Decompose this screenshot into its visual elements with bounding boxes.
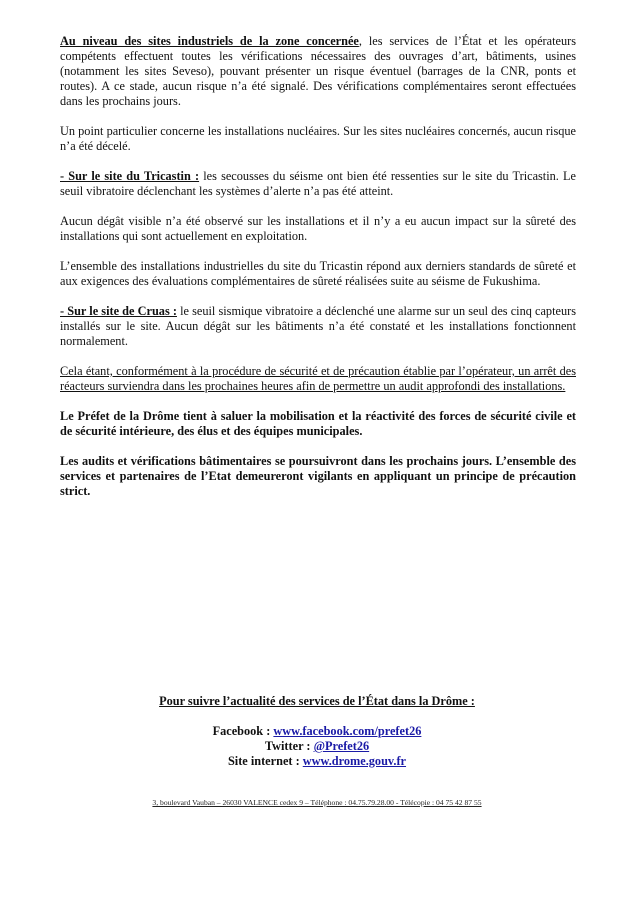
facebook-link[interactable]: www.facebook.com/prefet26: [273, 724, 422, 738]
facebook-label: Facebook :: [212, 724, 274, 738]
tricastin-heading: - Sur le site du Tricastin :: [60, 169, 200, 183]
paragraph-tricastin-standards: L’ensemble des installations industrielles du site du Tricastin répond aux derniers standards de sûreté et aux exigences des évaluations complémentaires de sûreté réalisées suite au séisme de Fukushima.: [60, 259, 576, 288]
follow-title: Pour suivre l’actualité des services de l’État dans la Drôme :: [159, 694, 475, 708]
facebook-line: [0, 724, 634, 739]
twitter-link[interactable]: @Prefet26: [313, 739, 370, 753]
contact-links: [0, 724, 634, 769]
paragraph-audits: Les audits et vérifications bâtimentaires se poursuivront dans les prochains jours. L’ensemble des services et partenaires de l’Etat demeureront vigilants en appliquant un principe de précaution strict.: [60, 454, 576, 498]
paragraph-cruas: [60, 304, 576, 349]
industrial-sites-text: , les services de l’État et les opérateurs compétents effectuent toutes les vérifications nécessaires des ouvrages d’art, bâtiments, usines (notamment les sites Seveso), pouvant présenter un risque éventuel (barrages de la CNR, ponts et routes). A ce stade, aucun risque n’a été signalé. Des vérifications complémentaires seront effectuées dans les prochains jours.: [60, 34, 576, 108]
postal-address: 3, boulevard Vauban – 26030 VALENCE cedex 9 – Téléphone : 04.75.79.28.00 - Télécopie : 04 75 42 87 55: [152, 798, 482, 807]
cruas-text: le seuil sismique vibratoire a déclenché une alarme sur un seul des cinq capteurs installés sur le site. Aucun dégât sur les bâtiments n’a été constaté et les installations fonctionnent normalement.: [60, 304, 576, 348]
website-label: Site internet :: [227, 754, 303, 768]
website-line: [0, 754, 634, 769]
paragraph-reactor-shutdown: Cela étant, conformément à la procédure de sécurité et de précaution établie par l’opérateur, un arrêt des réacteurs surviendra dans les prochaines heures afin de permettre un audit approfondi des installations.: [60, 364, 576, 393]
paragraph-no-damage: Aucun dégât visible n’a été observé sur les installations et il n’y a eu aucun impact sur la sûreté des installations qui sont actuellement en exploitation.: [60, 214, 576, 243]
tricastin-text: les secousses du séisme ont bien été ressenties sur le site du Tricastin. Le seuil vibratoire déclenchant les systèmes d’alerte n’a pas été atteint.: [60, 169, 576, 198]
paragraph-prefect-thanks: Le Préfet de la Drôme tient à saluer la mobilisation et la réactivité des forces de sécurité civile et de sécurité intérieure, des élus et des équipes municipales.: [60, 409, 576, 438]
twitter-line: [0, 739, 634, 754]
website-link[interactable]: www.drome.gouv.fr: [302, 754, 407, 768]
twitter-label: Twitter :: [264, 739, 314, 753]
paragraph-tricastin: [60, 169, 576, 199]
cruas-heading: - Sur le site de Cruas :: [60, 304, 177, 318]
paragraph-nuclear: Un point particulier concerne les installations nucléaires. Sur les sites nucléaires concernés, aucun risque n’a été décelé.: [60, 124, 576, 153]
paragraph-industrial-sites: [60, 34, 576, 109]
industrial-sites-heading: Au niveau des sites industriels de la zone concernée: [60, 34, 359, 48]
press-release-body: [60, 34, 576, 514]
